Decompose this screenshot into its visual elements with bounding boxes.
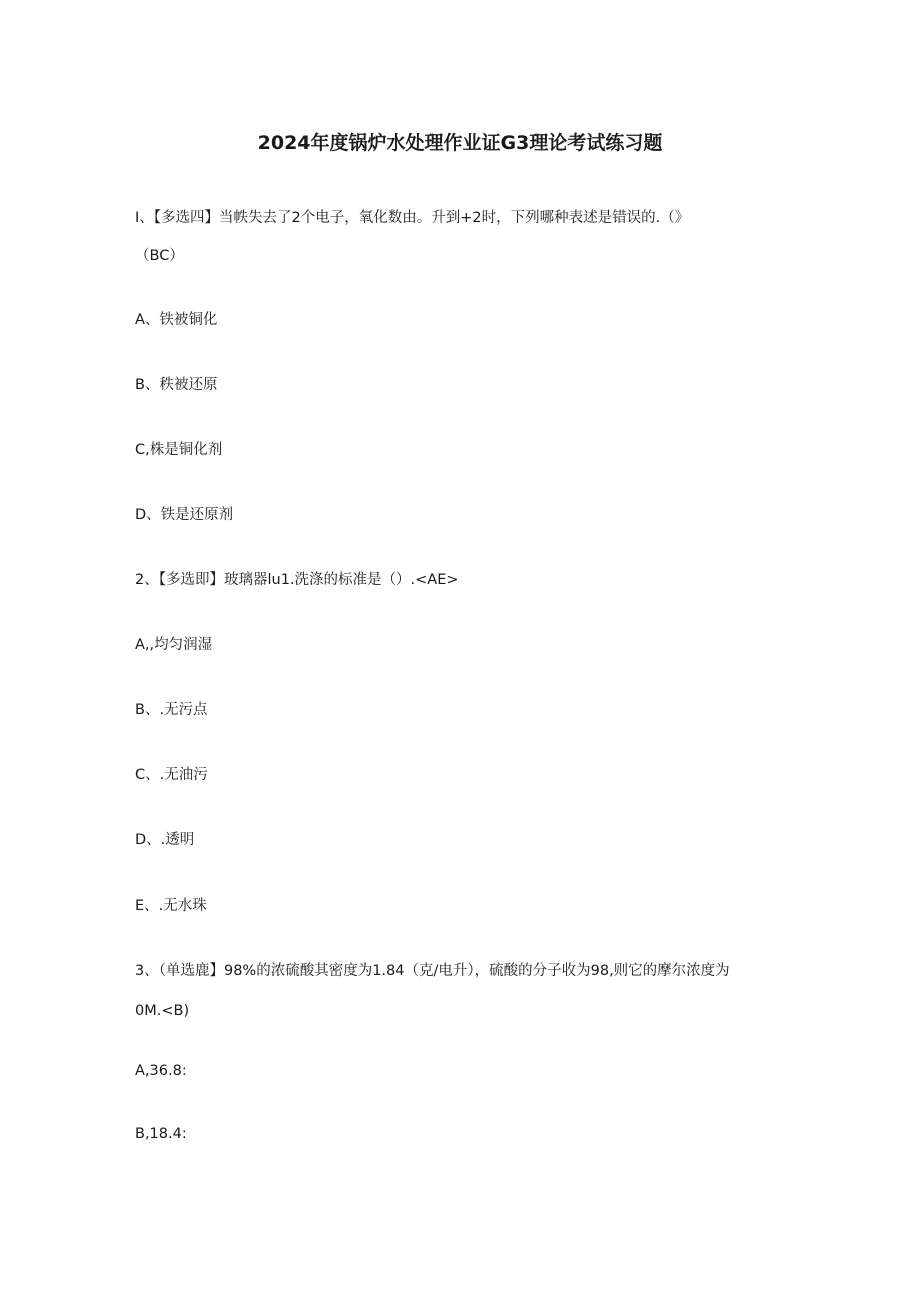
- question-2-option-c: C、.无油污: [135, 767, 208, 783]
- question-2-option-a: A,,均匀润湿: [135, 637, 213, 653]
- question-3-option-b: B,18.4:: [135, 1126, 187, 1142]
- question-1-option-a: A、铁被铜化: [135, 312, 218, 328]
- question-1-answer: （BC）: [135, 248, 184, 264]
- document-title: 2024年度锅炉水处理作业证G3理论考试练习题: [257, 132, 663, 154]
- question-2-stem: 2、【多选即】玻璃器lu1.洗涤的标准是（）.<AE>: [135, 572, 459, 588]
- question-1-option-c: C,株是铜化剂: [135, 442, 223, 458]
- question-2-option-e: E、.无水珠: [135, 898, 207, 914]
- question-3-option-a: A,36.8:: [135, 1063, 187, 1079]
- question-2-option-d: D、.透明: [135, 832, 195, 848]
- question-1-stem: I、【多选四】当帙失去了2个电子，氧化数由。升到+2时，下列哪种表述是错误的.（》: [135, 210, 690, 226]
- question-1-option-b: B、秩被还原: [135, 377, 218, 393]
- question-1-option-d: D、铁是还原剂: [135, 507, 234, 523]
- question-3-answer: 0M.<B): [135, 1003, 190, 1019]
- question-3-stem: 3、（单选鹿】98%的浓硫酸其密度为1.84（克/电升），硫酸的分子收为98,则它的摩尔浓度为: [135, 963, 730, 979]
- question-2-option-b: B、.无污点: [135, 702, 208, 718]
